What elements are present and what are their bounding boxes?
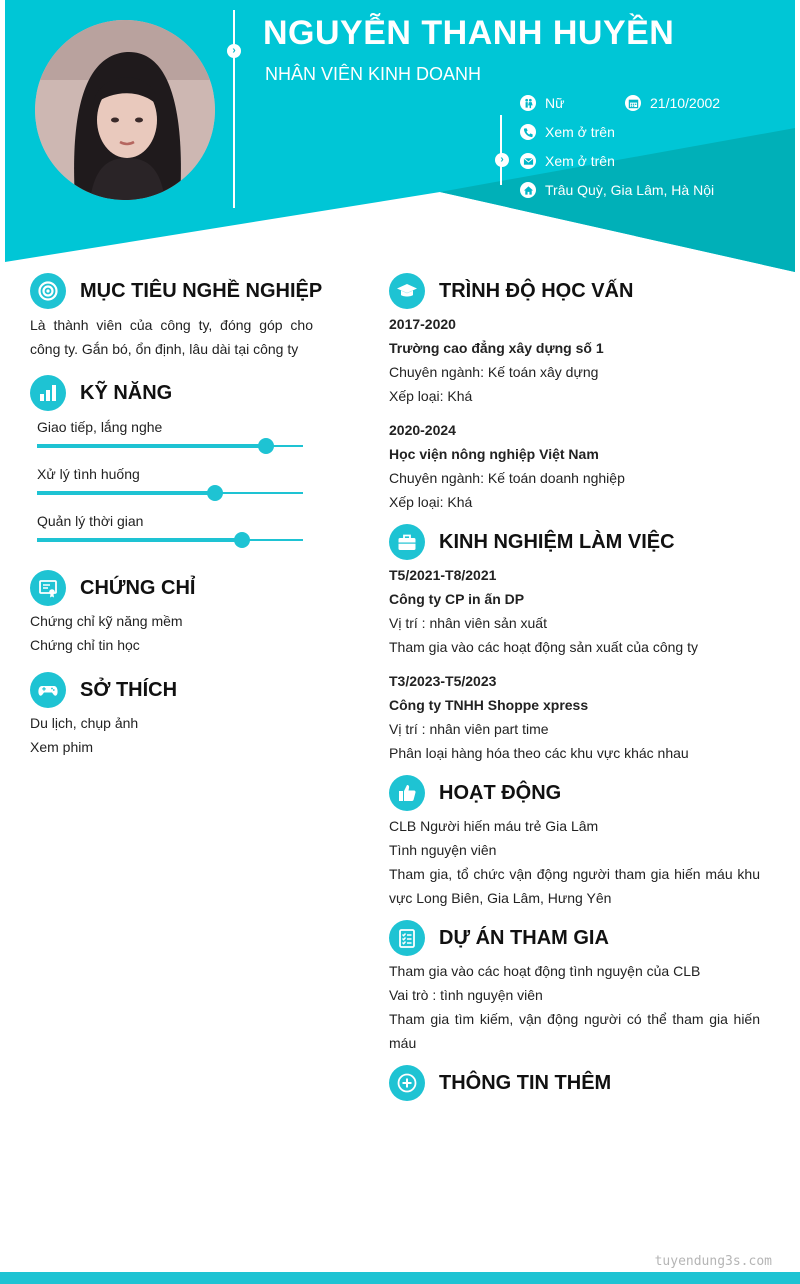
skill-bar [37, 492, 303, 494]
gender-icon [520, 95, 536, 111]
section-experience-header [389, 524, 675, 560]
contact-birthday [625, 95, 720, 111]
section-title: KỸ NĂNG [80, 381, 173, 404]
skill-bar [37, 539, 303, 541]
bar-chart-icon [30, 375, 66, 411]
skill-bar-fill [37, 491, 215, 495]
activity-description: Tham gia, tổ chức vận động người tham gia hiến máu khu vực Long Biên, Gia Lâm, Hưng Yên [389, 866, 760, 906]
thumbs-up-icon [389, 775, 425, 811]
experience-description: Tham gia vào các hoạt động sản xuất của công ty [389, 639, 698, 655]
skill-label: Quản lý thời gian [37, 513, 144, 529]
skill-label: Giao tiếp, lắng nghe [37, 419, 163, 435]
plus-circle-icon [389, 1065, 425, 1101]
certificate-item: Chứng chỉ kỹ năng mềm [30, 613, 183, 629]
section-title: SỞ THÍCH [80, 678, 178, 701]
education-school: Trường cao đẳng xây dựng số 1 [389, 340, 604, 356]
section-activities-header [389, 775, 561, 811]
activity-role: Tình nguyện viên [389, 842, 497, 858]
skill-bar-fill [37, 444, 266, 448]
person-photo-icon [35, 20, 215, 200]
section-education-header [389, 273, 633, 309]
education-period: 2020-2024 [389, 422, 456, 438]
contact-gender [520, 95, 564, 111]
section-projects-header [389, 920, 609, 956]
watermark: tuyendung3s.com [654, 1254, 772, 1269]
section-title: TRÌNH ĐỘ HỌC VẤN [439, 279, 634, 302]
contact-address [520, 182, 714, 198]
phone-value: Xem ở trên [545, 124, 615, 140]
section-skills-header [30, 375, 172, 411]
education-period: 2017-2020 [389, 316, 456, 332]
experience-position: Vị trí : nhân viên sản xuất [389, 615, 547, 631]
education-grade: Xếp loại: Khá [389, 388, 473, 404]
contact-phone [520, 124, 615, 140]
checklist-icon [389, 920, 425, 956]
experience-company: Công ty CP in ấn DP [389, 591, 525, 607]
contact-email [520, 153, 615, 169]
contact-divider [500, 115, 502, 185]
section-extra-header [389, 1065, 611, 1101]
experience-period: T5/2021-T8/2021 [389, 567, 497, 583]
graduation-cap-icon [389, 273, 425, 309]
briefcase-icon [389, 524, 425, 560]
activity-organization: CLB Người hiến máu trẻ Gia Lâm [389, 818, 599, 834]
education-major: Chuyên ngành: Kế toán doanh nghiệp [389, 470, 625, 486]
gender-value: Nữ [545, 95, 565, 111]
education-school: Học viện nông nghiệp Việt Nam [389, 446, 599, 462]
avatar [35, 20, 215, 200]
section-title: HOẠT ĐỘNG [439, 781, 562, 804]
calendar-icon [625, 95, 641, 111]
section-certificates-header [30, 570, 195, 606]
email-value: Xem ở trên [545, 153, 615, 169]
section-title: DỰ ÁN THAM GIA [439, 926, 609, 949]
chevron-right-icon: › [227, 44, 241, 58]
section-objective-header [30, 273, 322, 309]
header-divider [233, 10, 235, 208]
education-grade: Xếp loại: Khá [389, 494, 473, 510]
skill-bar-fill [37, 538, 242, 542]
section-hobbies-header [30, 672, 177, 708]
gamepad-icon [30, 672, 66, 708]
skill-bar-knob [234, 532, 250, 548]
project-description: Tham gia vào các hoạt động tình nguyện của CLB [389, 963, 701, 979]
hobby-item: Du lịch, chụp ảnh [30, 715, 139, 731]
skill-bar-knob [207, 485, 223, 501]
project-role: Vai trò : tình nguyện viên [389, 987, 543, 1003]
cv-header [0, 0, 800, 275]
chevron-right-icon: › [495, 153, 509, 167]
certificate-item: Chứng chỉ tin học [30, 637, 140, 653]
footer-bar [0, 1272, 800, 1284]
email-icon [520, 153, 536, 169]
experience-position: Vị trí : nhân viên part time [389, 721, 549, 737]
certificate-icon [30, 570, 66, 606]
skill-bar-knob [258, 438, 274, 454]
job-title: NHÂN VIÊN KINH DOANH [265, 64, 482, 84]
hobby-item: Xem phim [30, 739, 94, 755]
education-major: Chuyên ngành: Kế toán xây dựng [389, 364, 599, 380]
address-value: Trâu Quỳ, Gia Lâm, Hà Nội [545, 182, 715, 198]
candidate-name: NGUYỄN THANH HUYỀN [263, 14, 675, 52]
section-title: CHỨNG CHỈ [80, 576, 196, 599]
skill-bar [37, 445, 303, 447]
section-title: THÔNG TIN THÊM [439, 1071, 612, 1094]
objective-text: Là thành viên của công ty, đóng góp cho công ty. Gắn bó, ổn định, lâu dài tại công ty [30, 317, 313, 357]
birthday-value: 21/10/2002 [650, 95, 721, 111]
section-title: MỤC TIÊU NGHỀ NGHIỆP [80, 279, 323, 302]
experience-description: Phân loại hàng hóa theo các khu vực khác nhau [389, 745, 689, 761]
phone-icon [520, 124, 536, 140]
target-icon [30, 273, 66, 309]
skill-label: Xử lý tình huống [37, 466, 140, 482]
project-detail: Tham gia tìm kiếm, vận động người có thể tham gia hiến máu [389, 1011, 760, 1051]
experience-period: T3/2023-T5/2023 [389, 673, 497, 689]
home-icon [520, 182, 536, 198]
section-title: KINH NGHIỆM LÀM VIỆC [439, 530, 675, 553]
experience-company: Công ty TNHH Shoppe xpress [389, 697, 589, 713]
